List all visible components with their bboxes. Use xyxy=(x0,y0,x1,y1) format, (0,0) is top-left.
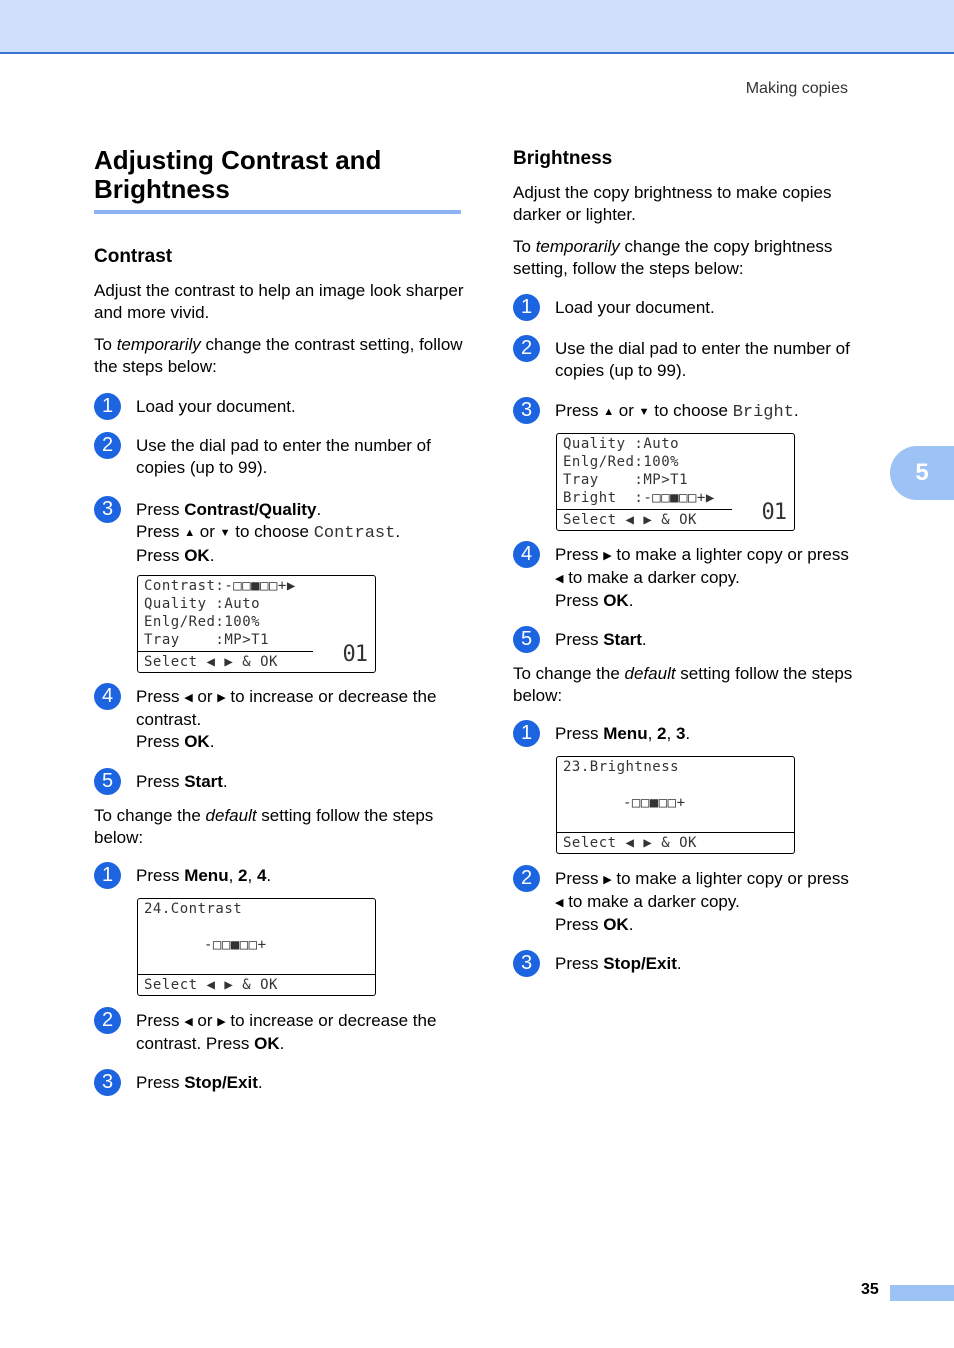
lcd-level-bar: -□□■□□+ xyxy=(204,937,267,953)
lcd-footer: Select ◀ ▶ & OK xyxy=(144,977,278,993)
lcd-brightness-default xyxy=(556,756,795,854)
lcd-footer: Select ◀ ▶ & OK xyxy=(563,835,697,851)
step-number-badge: 3 xyxy=(513,397,540,424)
step-text: Press Menu, 2, 4. xyxy=(136,866,272,885)
down-arrow-icon: ▼ xyxy=(638,406,650,418)
up-arrow-icon: ▲ xyxy=(184,527,196,539)
step-number-badge: 1 xyxy=(94,862,121,889)
left-arrow-icon: ◀ xyxy=(184,692,193,704)
step-text: Press ▲ or ▼ to choose Bright. xyxy=(555,401,799,422)
right-arrow-icon: ▶ xyxy=(217,1016,226,1028)
lcd-line: Bright :-□□■□□+▶ xyxy=(563,490,715,506)
brightness-temp-intro: To temporarily change the copy brightness setting, follow the steps below: xyxy=(513,237,833,278)
contrast-temp-intro: To temporarily change the contrast setting, follow the steps below: xyxy=(94,335,463,376)
step-number-badge: 5 xyxy=(513,626,540,653)
step-number-badge: 4 xyxy=(513,541,540,568)
step-number-badge: 5 xyxy=(94,768,121,795)
lcd-footer: Select ◀ ▶ & OK xyxy=(563,512,697,528)
step-number-badge: 2 xyxy=(513,865,540,892)
lcd-footer: Select ◀ ▶ & OK xyxy=(144,654,278,670)
step-number-badge: 2 xyxy=(94,1007,121,1034)
lcd-line: Tray :MP>T1 xyxy=(563,472,689,488)
brightness-intro: Adjust the copy brightness to make copies darker or lighter. xyxy=(513,183,832,224)
step-text: Press ▶ to make a lighter copy or press ◀ to make a darker copy. Press OK. xyxy=(555,869,849,934)
step-text: Press Menu, 2, 3. xyxy=(555,724,691,743)
down-arrow-icon: ▼ xyxy=(219,527,231,539)
lcd-line: Enlg/Red:100% xyxy=(144,614,261,630)
step-text: Load your document. xyxy=(136,397,296,416)
step-text: Load your document. xyxy=(555,298,715,317)
right-arrow-icon: ▶ xyxy=(217,692,226,704)
step-number-badge: 3 xyxy=(94,1069,121,1096)
step-text: Press Start. xyxy=(555,630,647,649)
lcd-copy-counter: 01 xyxy=(342,642,367,667)
step-text: Use the dial pad to enter the number of copies (up to 99). xyxy=(136,436,431,477)
step-text: Press ◀ or ▶ to increase or decrease the contrast. Press OK. xyxy=(136,687,437,751)
left-arrow-icon: ◀ xyxy=(555,897,564,909)
contrast-heading: Contrast xyxy=(94,246,173,267)
step-text: Press ◀ or ▶ to increase or decrease the contrast. Press OK. xyxy=(136,1011,437,1053)
lcd-separator xyxy=(557,832,794,833)
step-text: Use the dial pad to enter the number of copies (up to 99). xyxy=(555,339,850,380)
right-arrow-icon: ▶ xyxy=(603,550,612,562)
step-text: Press Contrast/Quality. Press ▲ or ▼ to choose Contrast. Press OK. xyxy=(136,500,401,565)
lcd-contrast-default xyxy=(137,898,376,996)
step-text: Press Start. xyxy=(136,772,228,791)
up-arrow-icon: ▲ xyxy=(603,406,615,418)
page-number: 35 xyxy=(861,1281,879,1298)
lcd-line: Quality :Auto xyxy=(563,436,680,452)
step-number-badge: 3 xyxy=(94,496,121,523)
contrast-intro: Adjust the contrast to help an image look sharper and more vivid. xyxy=(94,281,464,322)
step-number-badge: 1 xyxy=(513,294,540,321)
step-number-badge: 2 xyxy=(94,432,121,459)
lcd-title: 24.Contrast xyxy=(144,901,243,917)
step-number-badge: 1 xyxy=(513,720,540,747)
step-number-badge: 4 xyxy=(94,683,121,710)
running-header: Making copies xyxy=(745,80,848,97)
lcd-separator xyxy=(557,509,732,510)
brightness-default-intro: To change the default setting follow the steps below: xyxy=(513,664,853,705)
left-arrow-icon: ◀ xyxy=(555,573,564,585)
lcd-line: Quality :Auto xyxy=(144,596,261,612)
step-number-badge: 3 xyxy=(513,950,540,977)
step-number-badge: 2 xyxy=(513,335,540,362)
lcd-separator xyxy=(138,651,313,652)
lcd-brightness-temp xyxy=(556,433,795,531)
step-text: Press ▶ to make a lighter copy or press ◀ to make a darker copy. Press OK. xyxy=(555,545,849,610)
contrast-default-intro: To change the default setting follow the steps below: xyxy=(94,806,434,847)
step-text: Press Stop/Exit. xyxy=(555,954,682,973)
step-number-badge: 1 xyxy=(94,393,121,420)
lcd-copy-counter: 01 xyxy=(761,500,786,525)
lcd-title: 23.Brightness xyxy=(563,759,680,775)
lcd-separator xyxy=(138,974,375,975)
lcd-line: Contrast:-□□■□□+▶ xyxy=(144,578,296,594)
top-header-band xyxy=(0,0,954,54)
lcd-line: Enlg/Red:100% xyxy=(563,454,680,470)
page-number-bar xyxy=(890,1285,954,1301)
brightness-heading: Brightness xyxy=(513,148,613,169)
lcd-line: Tray :MP>T1 xyxy=(144,632,270,648)
lcd-level-bar: -□□■□□+ xyxy=(623,795,686,811)
left-arrow-icon: ◀ xyxy=(184,1016,193,1028)
chapter-tab: 5 xyxy=(890,446,954,500)
right-arrow-icon: ▶ xyxy=(603,874,612,886)
lcd-contrast-temp xyxy=(137,575,376,673)
step-text: Press Stop/Exit. xyxy=(136,1073,263,1092)
page-title: Adjusting Contrast and Brightness xyxy=(94,146,461,214)
